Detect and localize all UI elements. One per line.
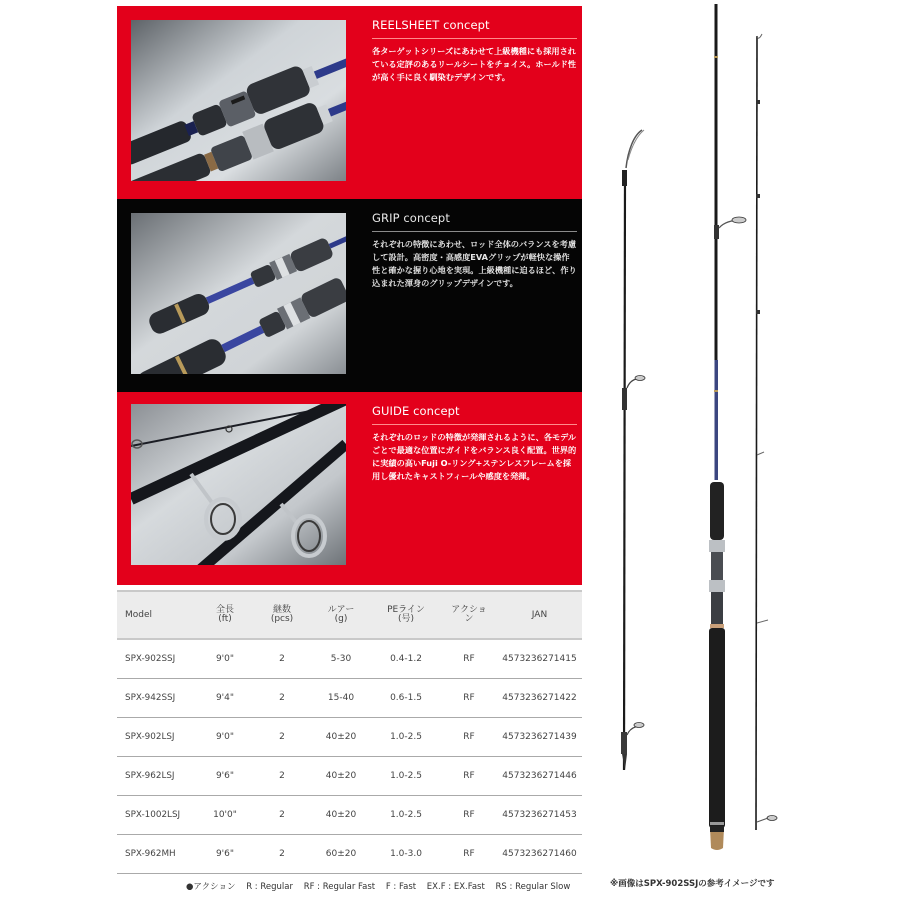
cell-lure: 5-30 bbox=[330, 653, 352, 664]
col-pe-line: PEライン (号) bbox=[387, 605, 425, 624]
concept-description: 各ターゲットシリーズにあわせて上級機種にも採用されている定評のあるリールシートをチョイス。ホールド性が高く手に良く馴染むデザインです。 bbox=[372, 46, 577, 82]
grip-image-icon bbox=[131, 213, 346, 374]
legend-item: R : Regular bbox=[246, 882, 293, 892]
cell-model: SPX-962LSJ bbox=[125, 770, 175, 781]
cell-lure: 40±20 bbox=[325, 770, 357, 781]
guide-image-icon bbox=[131, 404, 346, 565]
cell-pieces: 2 bbox=[279, 731, 285, 742]
cell-pe-line: 1.0-2.5 bbox=[390, 770, 422, 781]
table-row bbox=[117, 678, 582, 717]
cell-jan: 4573236271446 bbox=[502, 770, 577, 781]
cell-length: 9'6" bbox=[215, 848, 235, 859]
legend-item: EX.F : EX.Fast bbox=[426, 882, 485, 892]
cell-model: SPX-942SSJ bbox=[125, 692, 176, 703]
concept-reelsheet bbox=[117, 6, 582, 199]
cell-jan: 4573236271453 bbox=[502, 809, 577, 820]
cell-jan: 4573236271460 bbox=[502, 848, 577, 859]
cell-pe-line: 0.4-1.2 bbox=[390, 653, 422, 664]
cell-model: SPX-962MH bbox=[125, 848, 176, 859]
concept-title: GUIDE concept bbox=[372, 404, 460, 418]
concept-panels bbox=[117, 6, 582, 585]
divider bbox=[372, 231, 577, 232]
cell-length: 9'4" bbox=[215, 692, 235, 703]
action-legend bbox=[186, 880, 578, 892]
cell-action: RF bbox=[463, 770, 475, 781]
guide-photo bbox=[131, 404, 346, 565]
cell-model: SPX-902LSJ bbox=[125, 731, 175, 742]
cell-pieces: 2 bbox=[279, 653, 285, 664]
cell-lure: 15-40 bbox=[327, 692, 355, 703]
concept-description: それぞれのロッドの特徴が発揮されるように、各モデルごとで最適な位置にガイドをバランス良く配置。世界的に実績の高いFuji O-リング+ステンレスフレームを採用し優れたキャストフィールや感度を発揮。 bbox=[372, 432, 577, 481]
table-row bbox=[117, 756, 582, 795]
concept-text bbox=[372, 18, 577, 84]
concept-title: REELSHEET concept bbox=[372, 18, 490, 32]
cell-action: RF bbox=[463, 653, 475, 664]
table-row bbox=[117, 834, 582, 873]
cell-length: 10'0" bbox=[213, 809, 237, 820]
cell-lure: 40±20 bbox=[325, 809, 357, 820]
col-jan: JAN bbox=[531, 609, 548, 620]
concept-description: それぞれの特徴にあわせ、ロッド全体のバランスを考慮して設計。高密度・高感度EVAグリップが軽快な操作性と確かな握り心地を実現。上級機種に迫るほど、作り込まれた渾身のグリップデザインです。 bbox=[372, 239, 577, 288]
col-pieces: 継数 (pcs) bbox=[270, 605, 294, 624]
grip-photo bbox=[131, 213, 346, 374]
col-length: 全長 (ft) bbox=[215, 605, 234, 624]
cell-model: SPX-902SSJ bbox=[125, 653, 176, 664]
cell-jan: 4573236271415 bbox=[502, 653, 577, 664]
legend-label: ●アクション bbox=[186, 882, 236, 892]
table-row bbox=[117, 717, 582, 756]
cell-pe-line: 1.0-2.5 bbox=[390, 731, 422, 742]
cell-lure: 60±20 bbox=[325, 848, 357, 859]
cell-lure: 40±20 bbox=[325, 731, 357, 742]
concept-title: GRIP concept bbox=[372, 211, 450, 225]
cell-action: RF bbox=[463, 731, 475, 742]
reel-seat-image-icon bbox=[131, 20, 346, 181]
table-row bbox=[117, 639, 582, 678]
cell-length: 9'0" bbox=[215, 731, 235, 742]
cell-pieces: 2 bbox=[279, 692, 285, 703]
concept-guide bbox=[117, 392, 582, 585]
cell-pieces: 2 bbox=[279, 770, 285, 781]
cell-action: RF bbox=[463, 809, 475, 820]
concept-grip bbox=[117, 199, 582, 392]
col-lure: ルアー (g) bbox=[327, 605, 355, 624]
table-row bbox=[117, 795, 582, 834]
cell-jan: 4573236271422 bbox=[502, 692, 577, 703]
table-header-row bbox=[117, 591, 582, 639]
legend-item: F : Fast bbox=[385, 882, 417, 892]
concept-text bbox=[372, 211, 577, 290]
fishing-rod-icon bbox=[600, 0, 800, 870]
reelseat-photo bbox=[131, 20, 346, 181]
divider bbox=[372, 38, 577, 39]
divider bbox=[372, 424, 577, 425]
cell-action: RF bbox=[463, 692, 475, 703]
cell-model: SPX-1002LSJ bbox=[125, 809, 181, 820]
cell-pe-line: 1.0-2.5 bbox=[390, 809, 422, 820]
legend-item: RF : Regular Fast bbox=[303, 882, 376, 892]
rod-product-image bbox=[600, 0, 800, 870]
spec-table bbox=[117, 590, 582, 874]
cell-action: RF bbox=[463, 848, 475, 859]
cell-pe-line: 1.0-3.0 bbox=[390, 848, 422, 859]
cell-pieces: 2 bbox=[279, 848, 285, 859]
cell-jan: 4573236271439 bbox=[502, 731, 577, 742]
cell-length: 9'6" bbox=[215, 770, 235, 781]
legend-item: RS : Regular Slow bbox=[495, 882, 571, 892]
cell-length: 9'0" bbox=[215, 653, 235, 664]
image-caption: ※画像はSPX-902SSJの参考イメージです bbox=[610, 879, 775, 889]
col-action: アクショ ン bbox=[451, 605, 487, 624]
cell-pe-line: 0.6-1.5 bbox=[390, 692, 422, 703]
col-model: Model bbox=[125, 609, 153, 620]
concept-text bbox=[372, 404, 577, 483]
cell-pieces: 2 bbox=[279, 809, 285, 820]
